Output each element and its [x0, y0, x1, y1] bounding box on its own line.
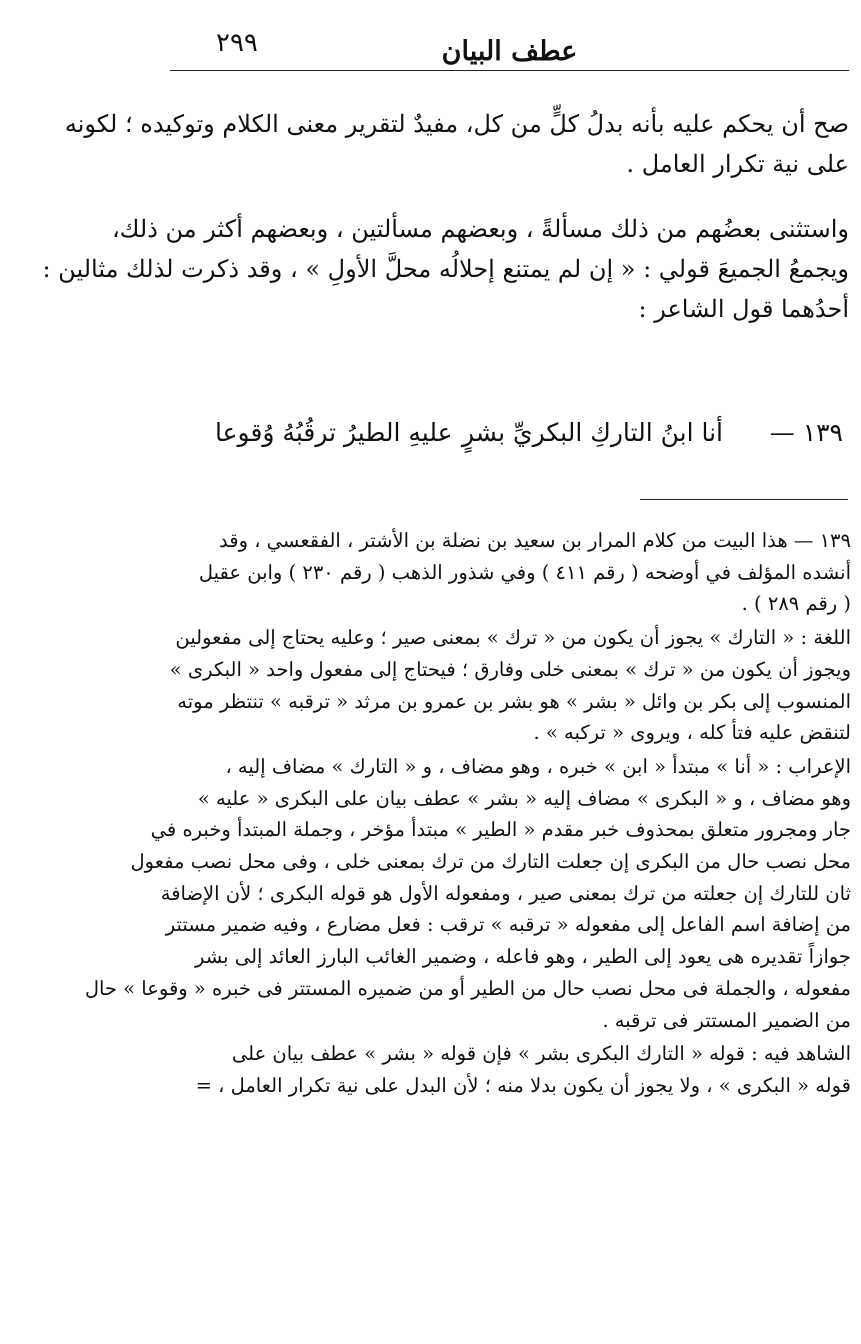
verse-second-hemistich: عليهِ الطيرُ ترقُبُهُ وُقوعا [215, 418, 453, 447]
footnote-source [145, 525, 851, 620]
footnote-line: من إضافة اسم الفاعل إلى مفعوله « ترقبه » ترقب : فعل مضارع ، وفيه ضمير مستتر [165, 913, 851, 937]
text-line: ويجمعُ الجميعَ قولي : « إن لم يمتنع إحلالُه محلَّ الأولِ » ، وقد ذكرت لذلك مثالين : [42, 255, 849, 283]
footnote-line: وهو مضاف ، و « البكرى » مضاف إليه « بشر » عطف بيان على البكرى « عليه » [197, 786, 851, 810]
footnote-line: أنشده المؤلف في أوضحه ( رقم ٤١١ ) وفي شذور الذهب ( رقم ٢٣٠ ) وابن عقيل [198, 560, 851, 584]
text-line: على نية تكرار العامل . [626, 150, 849, 178]
page-header [170, 18, 849, 71]
footnote-line: ثان للتارك إن جعلته من ترك بمعنى صير ، ومفعوله الأول هو قوله البكرى ؛ لأن الإضافة [160, 881, 851, 905]
footnote-line: الشاهد فيه : قوله « التارك البكرى بشر » فإن قوله « بشر » عطف بيان على [231, 1042, 851, 1066]
footnote-line: مفعوله ، والجملة فى محل نصب حال من الطير أو من ضميره المستتر فى خبره « وقوعا » حال [84, 976, 851, 1000]
verse-first-hemistich: أنا ابنُ التاركِ البكريِّ بشرٍ [462, 418, 723, 447]
footnote-line: اللغة : « التارك » يجوز أن يكون من « ترك » بمعنى صير ؛ وعليه يحتاج إلى مفعولين [175, 626, 851, 650]
page-number: ٢٩٩ [216, 28, 258, 58]
text-line: صح أن يحكم عليه بأنه بدلُ كلٍّ من كل، مفيدٌ لتقرير معنى الكلام وتوكيده ؛ لكونه [64, 110, 849, 138]
footnote-line: قوله « البكرى » ، ولا يجوز أن يكون بدلا منه ؛ لأن البدل على نية تكرار العامل ، = [195, 1073, 851, 1097]
footnote-lugha [145, 622, 851, 749]
text-line: أحدُهما قول الشاعر : [638, 295, 849, 323]
footnote-irab [84, 751, 851, 1036]
footnote-line: المنسوب إلى بكر بن وائل « بشر » هو بشر بن عمرو بن مرثد « ترقبه » تنتظر موته [177, 689, 851, 713]
footnote-line: الإعراب : « أنا » مبتدأ « ابن » خبره ، وهو مضاف ، و « التارك » مضاف إليه ، [225, 754, 851, 778]
footnote-separator [640, 499, 848, 500]
poetry-verse [215, 410, 843, 464]
footnote-shahid [145, 1038, 851, 1101]
footnote-line: لتنقض عليه فتأ كله ، ويروى « تركبه » . [533, 721, 851, 745]
footnote-line: جار ومجرور متعلق بمحذوف خبر مقدم « الطير » مبتدأ مؤخر ، وجملة المبتدأ وخبره في [150, 818, 851, 842]
footnote-line: من الضمير المستتر فى ترقبه . [602, 1008, 851, 1032]
footnote-line: ١٣٩ — هذا البيت من كلام المرار بن سعيد بن نضلة بن الأشتر ، الفقعسي ، وقد [219, 529, 851, 552]
footnotes [84, 525, 851, 1102]
paragraph-2 [42, 209, 849, 329]
footnote-line: جوازاً تقديره هى يعود إلى الطير ، وهو فاعله ، وضمير الغائب البارز العائد إلى بشر [195, 945, 851, 969]
paragraph-1 [64, 104, 849, 184]
main-text [42, 104, 849, 329]
text-line: واستثنى بعضُهم من ذلك مسألةً ، وبعضهم مسألتين ، وبعضهم أكثر من ذلك، [111, 215, 849, 243]
footnote-line: محل نصب حال من البكرى إن جعلت التارك من ترك بمعنى خلى ، وفى محل نصب مفعول [130, 850, 851, 874]
verse-number: ١٣٩ — [769, 418, 843, 447]
running-title: عطف البيان [441, 36, 578, 67]
footnote-line: ( رقم ٢٨٩ ) . [741, 592, 851, 616]
footnote-line: ويجوز أن يكون من « ترك » بمعنى خلى وفارق ؛ فيحتاج إلى مفعول واحد « البكرى » [169, 657, 851, 681]
